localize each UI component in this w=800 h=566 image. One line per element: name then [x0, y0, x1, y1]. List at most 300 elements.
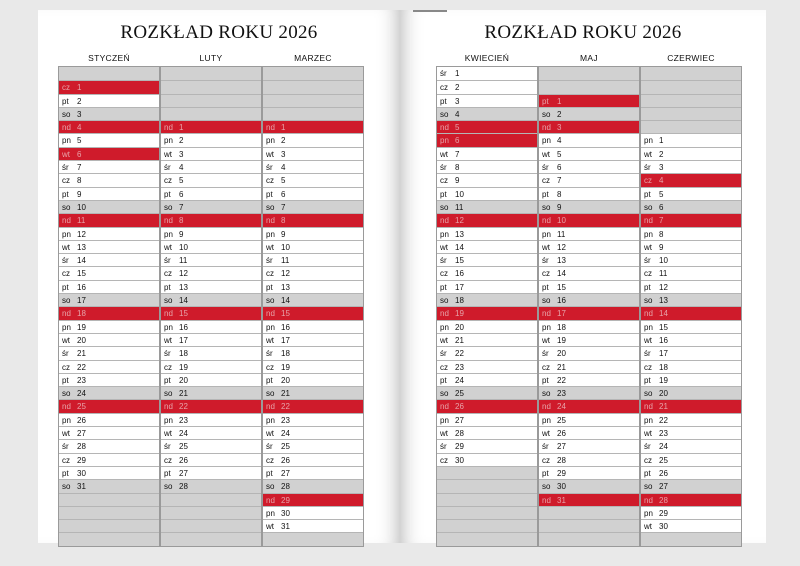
weekday-abbr: śr — [266, 256, 273, 266]
day-row — [263, 160, 363, 173]
weekday-abbr: śr — [62, 349, 69, 359]
day-row — [59, 453, 159, 466]
day-row — [641, 439, 741, 452]
day-number: 8 — [659, 229, 664, 239]
empty-day-cell — [641, 80, 741, 93]
month-column — [160, 66, 262, 547]
weekday-abbr: śr — [440, 442, 447, 452]
day-row — [59, 160, 159, 173]
bookmark-ribbon — [413, 10, 447, 12]
weekday-abbr: śr — [440, 163, 447, 173]
weekday-abbr: cz — [440, 83, 448, 93]
day-number: 25 — [455, 389, 464, 399]
weekday-abbr: śr — [164, 442, 171, 452]
day-number: 26 — [455, 402, 464, 412]
weekday-abbr: nd — [542, 402, 551, 412]
day-number: 12 — [281, 269, 290, 279]
weekday-abbr: wt — [266, 522, 274, 532]
weekday-abbr: wt — [62, 335, 70, 345]
day-row — [539, 453, 639, 466]
day-number: 26 — [659, 468, 668, 478]
day-number: 17 — [659, 349, 668, 359]
weekday-abbr: so — [644, 202, 653, 212]
day-row — [59, 133, 159, 146]
weekday-abbr: pn — [62, 415, 71, 425]
left-page — [38, 10, 400, 543]
month-header: CZERWIEC — [667, 53, 715, 63]
month-column — [640, 66, 742, 547]
day-number: 4 — [659, 176, 664, 186]
day-number: 30 — [659, 522, 668, 532]
day-number: 31 — [77, 482, 86, 492]
weekday-abbr: pt — [62, 96, 69, 106]
empty-day-cell — [161, 506, 261, 519]
empty-day-cell — [263, 107, 363, 120]
day-number: 21 — [281, 389, 290, 399]
day-number: 17 — [179, 335, 188, 345]
day-number: 17 — [557, 309, 566, 319]
day-number: 16 — [557, 296, 566, 306]
day-row — [437, 439, 537, 452]
day-number: 12 — [659, 282, 668, 292]
weekday-abbr: śr — [644, 256, 651, 266]
day-row — [59, 333, 159, 346]
weekday-abbr: pt — [62, 189, 69, 199]
day-row — [263, 453, 363, 466]
day-number: 16 — [659, 335, 668, 345]
empty-day-cell — [539, 67, 639, 80]
day-row — [437, 147, 537, 160]
day-row — [437, 346, 537, 359]
day-row — [59, 147, 159, 160]
weekday-abbr: so — [644, 389, 653, 399]
weekday-abbr: pt — [542, 375, 549, 385]
weekday-abbr: śr — [62, 442, 69, 452]
weekday-abbr: nd — [440, 402, 449, 412]
weekday-abbr: wt — [440, 242, 448, 252]
day-number: 31 — [557, 495, 566, 505]
weekday-abbr: nd — [542, 216, 551, 226]
day-number: 19 — [557, 335, 566, 345]
day-number: 23 — [179, 415, 188, 425]
weekday-abbr: pt — [542, 468, 549, 478]
month-column — [262, 66, 364, 547]
day-row — [539, 187, 639, 200]
day-row — [59, 439, 159, 452]
weekday-abbr: wt — [440, 429, 448, 439]
day-row — [161, 399, 261, 412]
weekday-abbr: so — [542, 389, 551, 399]
day-number: 6 — [77, 149, 82, 159]
day-row — [539, 466, 639, 479]
weekday-abbr: cz — [440, 455, 448, 465]
day-row — [263, 399, 363, 412]
month-column — [58, 66, 160, 547]
day-row — [437, 173, 537, 186]
weekday-abbr: nd — [266, 216, 275, 226]
day-row — [437, 80, 537, 93]
day-row — [539, 306, 639, 319]
weekday-abbr: wt — [164, 335, 172, 345]
day-number: 15 — [455, 256, 464, 266]
weekday-abbr: nd — [542, 123, 551, 133]
empty-day-cell — [263, 94, 363, 107]
day-number: 3 — [281, 149, 286, 159]
day-row — [59, 479, 159, 492]
day-row — [539, 413, 639, 426]
empty-day-cell — [437, 506, 537, 519]
day-row — [539, 227, 639, 240]
empty-day-cell — [59, 532, 159, 545]
day-number: 25 — [77, 402, 86, 412]
weekday-abbr: pn — [644, 136, 653, 146]
empty-day-cell — [539, 532, 639, 545]
day-number: 6 — [281, 189, 286, 199]
weekday-abbr: so — [644, 296, 653, 306]
day-row — [437, 187, 537, 200]
day-number: 10 — [281, 242, 290, 252]
weekday-abbr: śr — [440, 69, 447, 78]
day-row — [59, 426, 159, 439]
day-row — [161, 346, 261, 359]
weekday-abbr: so — [164, 202, 173, 212]
day-number: 29 — [455, 442, 464, 452]
day-number: 31 — [281, 522, 290, 532]
day-row — [539, 147, 639, 160]
month-header: MARZEC — [294, 53, 332, 63]
day-row — [539, 346, 639, 359]
day-number: 15 — [179, 309, 188, 319]
empty-day-cell — [161, 80, 261, 93]
day-number: 7 — [455, 149, 460, 159]
day-number: 30 — [77, 468, 86, 478]
weekday-abbr: cz — [542, 269, 550, 279]
day-row — [263, 213, 363, 226]
day-number: 30 — [455, 455, 464, 465]
weekday-abbr: nd — [266, 402, 275, 412]
day-row — [641, 133, 741, 146]
empty-day-cell — [437, 466, 537, 479]
empty-day-cell — [641, 67, 741, 80]
day-number: 6 — [557, 163, 562, 173]
day-number: 8 — [455, 163, 460, 173]
weekday-abbr: nd — [644, 216, 653, 226]
day-number: 10 — [179, 242, 188, 252]
page-title: ROZKŁAD ROKU 2026 — [484, 22, 682, 43]
weekday-abbr: pn — [542, 322, 551, 332]
weekday-abbr: pn — [542, 229, 551, 239]
day-number: 21 — [77, 349, 86, 359]
day-row — [161, 227, 261, 240]
day-row — [59, 107, 159, 120]
day-row — [59, 293, 159, 306]
day-row — [59, 213, 159, 226]
day-number: 12 — [179, 269, 188, 279]
day-number: 29 — [659, 508, 668, 518]
day-number: 27 — [455, 415, 464, 425]
day-number: 28 — [281, 482, 290, 492]
weekday-abbr: pt — [644, 189, 651, 199]
weekday-abbr: nd — [440, 216, 449, 226]
day-number: 3 — [77, 109, 82, 119]
day-row — [161, 413, 261, 426]
day-number: 8 — [179, 216, 184, 226]
weekday-abbr: nd — [164, 402, 173, 412]
day-row — [437, 399, 537, 412]
day-row — [641, 333, 741, 346]
day-row — [641, 293, 741, 306]
day-row — [437, 160, 537, 173]
weekday-abbr: cz — [62, 269, 70, 279]
weekday-abbr: cz — [266, 362, 274, 372]
day-row — [59, 466, 159, 479]
day-row — [161, 213, 261, 226]
weekday-abbr: pn — [266, 508, 275, 518]
weekday-abbr: so — [542, 482, 551, 492]
weekday-abbr: wt — [62, 149, 70, 159]
day-row — [263, 479, 363, 492]
weekday-abbr: nd — [644, 402, 653, 412]
weekday-abbr: pn — [62, 136, 71, 146]
day-row — [161, 386, 261, 399]
day-row — [59, 386, 159, 399]
day-number: 9 — [659, 242, 664, 252]
day-row — [161, 133, 261, 146]
day-number: 29 — [77, 455, 86, 465]
day-number: 14 — [179, 296, 188, 306]
day-number: 23 — [659, 429, 668, 439]
day-number: 18 — [455, 296, 464, 306]
weekday-abbr: śr — [266, 163, 273, 173]
weekday-abbr: so — [62, 109, 71, 119]
weekday-abbr: pt — [644, 468, 651, 478]
day-row — [539, 94, 639, 107]
day-row — [59, 253, 159, 266]
day-row — [59, 80, 159, 93]
weekday-abbr: śr — [266, 442, 273, 452]
weekday-abbr: cz — [62, 362, 70, 372]
day-row — [59, 306, 159, 319]
weekday-abbr: wt — [164, 149, 172, 159]
day-row — [539, 253, 639, 266]
day-number: 9 — [281, 229, 286, 239]
weekday-abbr: pt — [440, 375, 447, 385]
day-row — [59, 200, 159, 213]
weekday-abbr: pn — [164, 136, 173, 146]
day-row — [263, 187, 363, 200]
day-row — [641, 320, 741, 333]
day-row — [59, 280, 159, 293]
weekday-abbr: nd — [440, 309, 449, 319]
day-row — [437, 200, 537, 213]
day-number: 23 — [77, 375, 86, 385]
day-row — [437, 453, 537, 466]
weekday-abbr: nd — [62, 402, 71, 412]
day-row — [161, 426, 261, 439]
day-row — [641, 227, 741, 240]
weekday-abbr: wt — [644, 242, 652, 252]
empty-day-cell — [59, 493, 159, 506]
day-row — [539, 479, 639, 492]
day-number: 20 — [281, 375, 290, 385]
day-row — [641, 373, 741, 386]
weekday-abbr: nd — [266, 123, 275, 133]
weekday-abbr: wt — [542, 335, 550, 345]
weekday-abbr: so — [542, 202, 551, 212]
day-row — [59, 346, 159, 359]
day-number: 14 — [281, 296, 290, 306]
day-number: 19 — [455, 309, 464, 319]
day-number: 1 — [281, 123, 286, 133]
weekday-abbr: pt — [62, 468, 69, 478]
weekday-abbr: wt — [542, 242, 550, 252]
day-number: 6 — [659, 202, 664, 212]
day-number: 20 — [455, 322, 464, 332]
empty-day-cell — [641, 107, 741, 120]
day-number: 28 — [179, 482, 188, 492]
day-row — [59, 373, 159, 386]
empty-day-cell — [161, 67, 261, 80]
empty-day-cell — [59, 67, 159, 80]
day-row — [641, 426, 741, 439]
day-number: 22 — [557, 375, 566, 385]
day-row — [161, 306, 261, 319]
weekday-abbr: pt — [164, 468, 171, 478]
weekday-abbr: so — [266, 296, 275, 306]
weekday-abbr: pt — [266, 468, 273, 478]
day-number: 22 — [455, 349, 464, 359]
weekday-abbr: pn — [644, 415, 653, 425]
weekday-abbr: pn — [644, 322, 653, 332]
day-row — [59, 360, 159, 373]
weekday-abbr: so — [164, 296, 173, 306]
day-number: 16 — [179, 322, 188, 332]
month-header: LUTY — [199, 53, 223, 63]
day-number: 19 — [659, 375, 668, 385]
day-row — [161, 266, 261, 279]
day-number: 4 — [557, 136, 562, 146]
weekday-abbr: pt — [542, 96, 549, 106]
day-row — [161, 360, 261, 373]
weekday-abbr: wt — [266, 429, 274, 439]
day-number: 24 — [179, 429, 188, 439]
weekday-abbr: cz — [644, 362, 652, 372]
day-row — [641, 453, 741, 466]
weekday-abbr: wt — [644, 429, 652, 439]
day-number: 24 — [281, 429, 290, 439]
day-row — [437, 133, 537, 146]
day-number: 14 — [659, 309, 668, 319]
day-number: 20 — [557, 349, 566, 359]
day-row — [641, 200, 741, 213]
day-number: 2 — [179, 136, 184, 146]
day-row — [59, 227, 159, 240]
day-row — [59, 266, 159, 279]
day-row — [59, 320, 159, 333]
day-row — [539, 493, 639, 506]
day-number: 11 — [179, 256, 188, 266]
weekday-abbr: pn — [440, 322, 449, 332]
day-row — [437, 253, 537, 266]
day-row — [263, 506, 363, 519]
day-number: 11 — [659, 269, 668, 279]
day-number: 1 — [659, 136, 664, 146]
weekday-abbr: pt — [164, 375, 171, 385]
day-row — [161, 373, 261, 386]
day-row — [641, 519, 741, 532]
day-number: 13 — [557, 256, 566, 266]
day-row — [437, 213, 537, 226]
weekday-abbr: pn — [644, 508, 653, 518]
day-row — [59, 399, 159, 412]
weekday-abbr: pt — [62, 282, 69, 292]
day-number: 3 — [455, 96, 460, 106]
day-row — [539, 386, 639, 399]
day-row — [641, 253, 741, 266]
empty-day-cell — [161, 107, 261, 120]
day-number: 18 — [77, 309, 86, 319]
weekday-abbr: so — [440, 296, 449, 306]
weekday-abbr: so — [164, 482, 173, 492]
day-number: 23 — [455, 362, 464, 372]
day-row — [161, 439, 261, 452]
day-row — [263, 227, 363, 240]
empty-day-cell — [161, 493, 261, 506]
day-row — [263, 200, 363, 213]
empty-day-cell — [539, 506, 639, 519]
weekday-abbr: śr — [266, 349, 273, 359]
day-number: 7 — [77, 163, 82, 173]
weekday-abbr: pt — [440, 96, 447, 106]
day-number: 14 — [557, 269, 566, 279]
right-page — [400, 10, 766, 543]
weekday-abbr: cz — [542, 455, 550, 465]
day-number: 9 — [179, 229, 184, 239]
day-number: 7 — [281, 202, 286, 212]
day-row — [539, 360, 639, 373]
weekday-abbr: nd — [644, 309, 653, 319]
empty-day-cell — [161, 519, 261, 532]
weekday-abbr: nd — [62, 216, 71, 226]
day-row — [59, 240, 159, 253]
day-number: 28 — [455, 429, 464, 439]
day-row — [539, 213, 639, 226]
weekday-abbr: pn — [440, 229, 449, 239]
weekday-abbr: pn — [542, 415, 551, 425]
day-row — [263, 320, 363, 333]
weekday-abbr: śr — [644, 349, 651, 359]
month-header: KWIECIEŃ — [464, 53, 510, 63]
empty-day-cell — [539, 80, 639, 93]
weekday-abbr: cz — [440, 269, 448, 279]
day-row — [641, 173, 741, 186]
day-row — [539, 240, 639, 253]
day-number: 17 — [77, 296, 86, 306]
day-number: 12 — [77, 229, 86, 239]
day-number: 16 — [281, 322, 290, 332]
weekday-abbr: pn — [440, 415, 449, 425]
weekday-abbr: wt — [62, 242, 70, 252]
weekday-abbr: so — [644, 482, 653, 492]
day-row — [263, 373, 363, 386]
day-row — [161, 160, 261, 173]
day-row — [161, 333, 261, 346]
day-row — [263, 413, 363, 426]
empty-day-cell — [641, 94, 741, 107]
day-number: 15 — [557, 282, 566, 292]
day-number: 24 — [77, 389, 86, 399]
day-number: 29 — [557, 468, 566, 478]
